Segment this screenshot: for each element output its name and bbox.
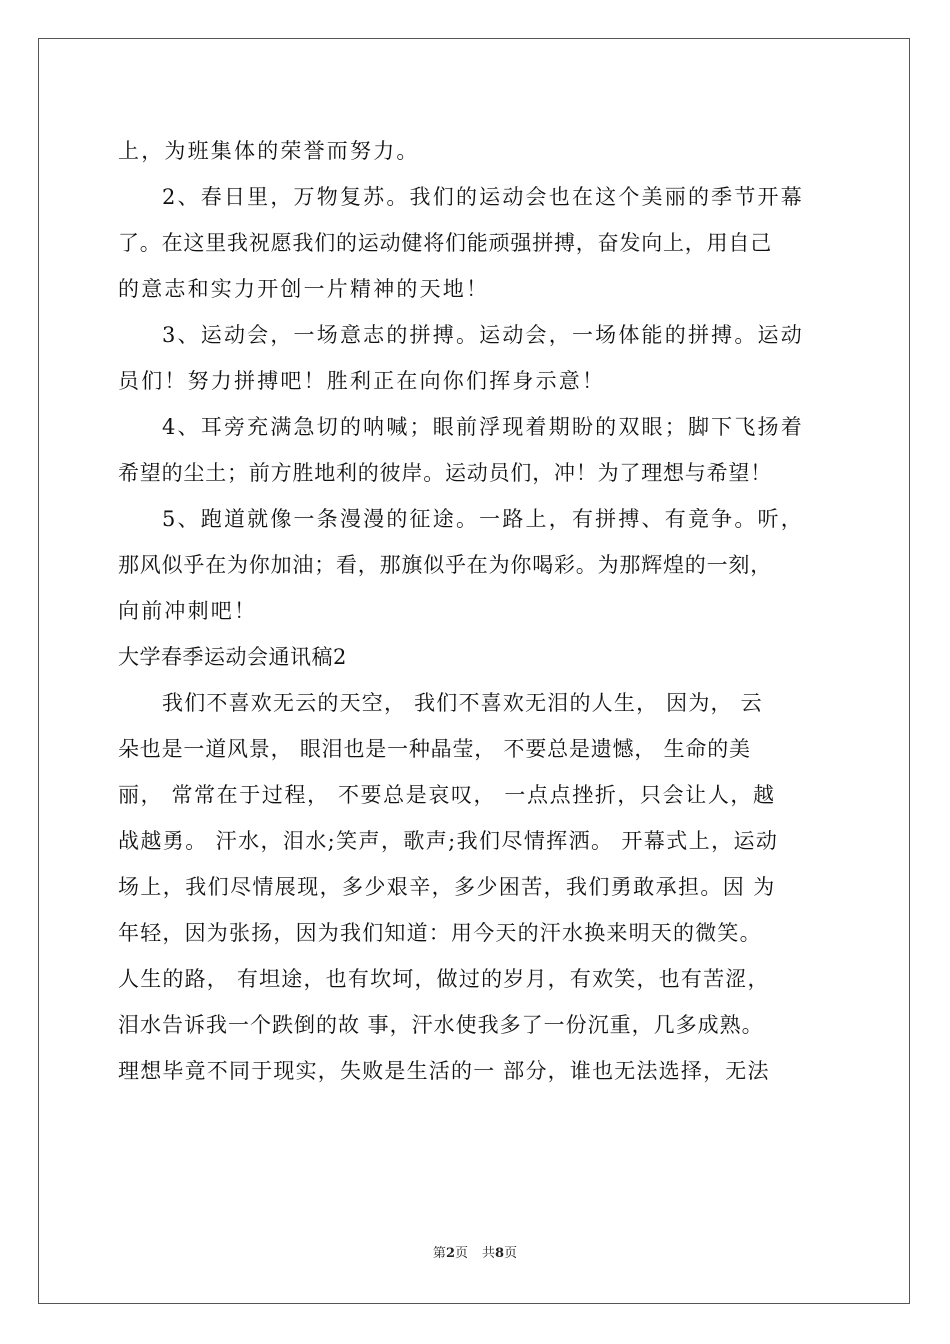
text-line: 战越勇。 汗水，泪水;笑声，歌声;我们尽情挥洒。 开幕式上，运动 (118, 829, 779, 853)
text-line: 2、春日里，万物复苏。我们的运动会也在这个美丽的季节开幕 (162, 185, 804, 209)
text-line: 年轻，因为张扬，因为我们知道：用今天的汗水换来明天的微笑。 (118, 921, 762, 945)
text-line: 朵也是一道风景， 眼泪也是一种晶莹， 不要总是遗憾， 生命的美 (118, 737, 751, 761)
text-line: 向前冲刺吧！ (118, 599, 258, 623)
total-suffix: 页 (504, 1246, 518, 1261)
text-line: 上，为班集体的荣誉而努力。 (118, 139, 420, 163)
text-line: 那风似乎在为你加油；看，那旗似乎在为你喝彩。为那辉煌的一刻， (118, 553, 772, 577)
page-footer (0, 1244, 950, 1264)
text-line: 3、运动会，一场意志的拼搏。运动会，一场体能的拼搏。运动 (162, 323, 804, 347)
section-heading: 大学春季运动会通讯稿2 (118, 645, 347, 669)
document-body (118, 128, 838, 1094)
text-line: 希望的尘土；前方胜地利的彼岸。运动员们，冲！为了理想与希望！ (118, 461, 772, 485)
text-line: 4、耳旁充满急切的呐喊；眼前浮现着期盼的双眼；脚下飞扬着 (162, 415, 804, 439)
text-line: 人生的路， 有坦途，也有坎坷，做过的岁月，有欢笑，也有苦涩， (118, 967, 770, 991)
text-line: 了。在这里我祝愿我们的运动健将们能顽强拼搏，奋发向上，用自己 (118, 231, 772, 255)
text-line: 员们！努力拼搏吧！胜利正在向你们挥身示意！ (118, 369, 606, 393)
page-suffix: 页 (454, 1246, 468, 1261)
text-line: 场上，我们尽情展现，多少艰辛，多少困苦，我们勇敢承担。因 为 (118, 875, 776, 899)
page-number: 2 (445, 1246, 455, 1261)
total-pages: 8 (495, 1246, 505, 1261)
total-prefix: 共 (482, 1246, 496, 1261)
text-line: 的意志和实力开创一片精神的天地！ (118, 277, 490, 301)
text-line: 我们不喜欢无云的天空， 我们不喜欢无泪的人生， 因为， 云 (162, 691, 763, 715)
text-line: 泪水告诉我一个跌倒的故 事，汗水使我多了一份沉重，几多成熟。 (118, 1013, 764, 1037)
text-line: 理想毕竟不同于现实，失败是生活的一 部分，谁也无法选择，无法 (118, 1059, 770, 1083)
page-prefix: 第 (432, 1246, 446, 1261)
text-line: 丽， 常常在于过程， 不要总是哀叹， 一点点挫折，只会让人，越 (118, 783, 776, 807)
text-line: 5、跑道就像一条漫漫的征途。一路上，有拼搏、有竟争。听， (162, 507, 804, 531)
